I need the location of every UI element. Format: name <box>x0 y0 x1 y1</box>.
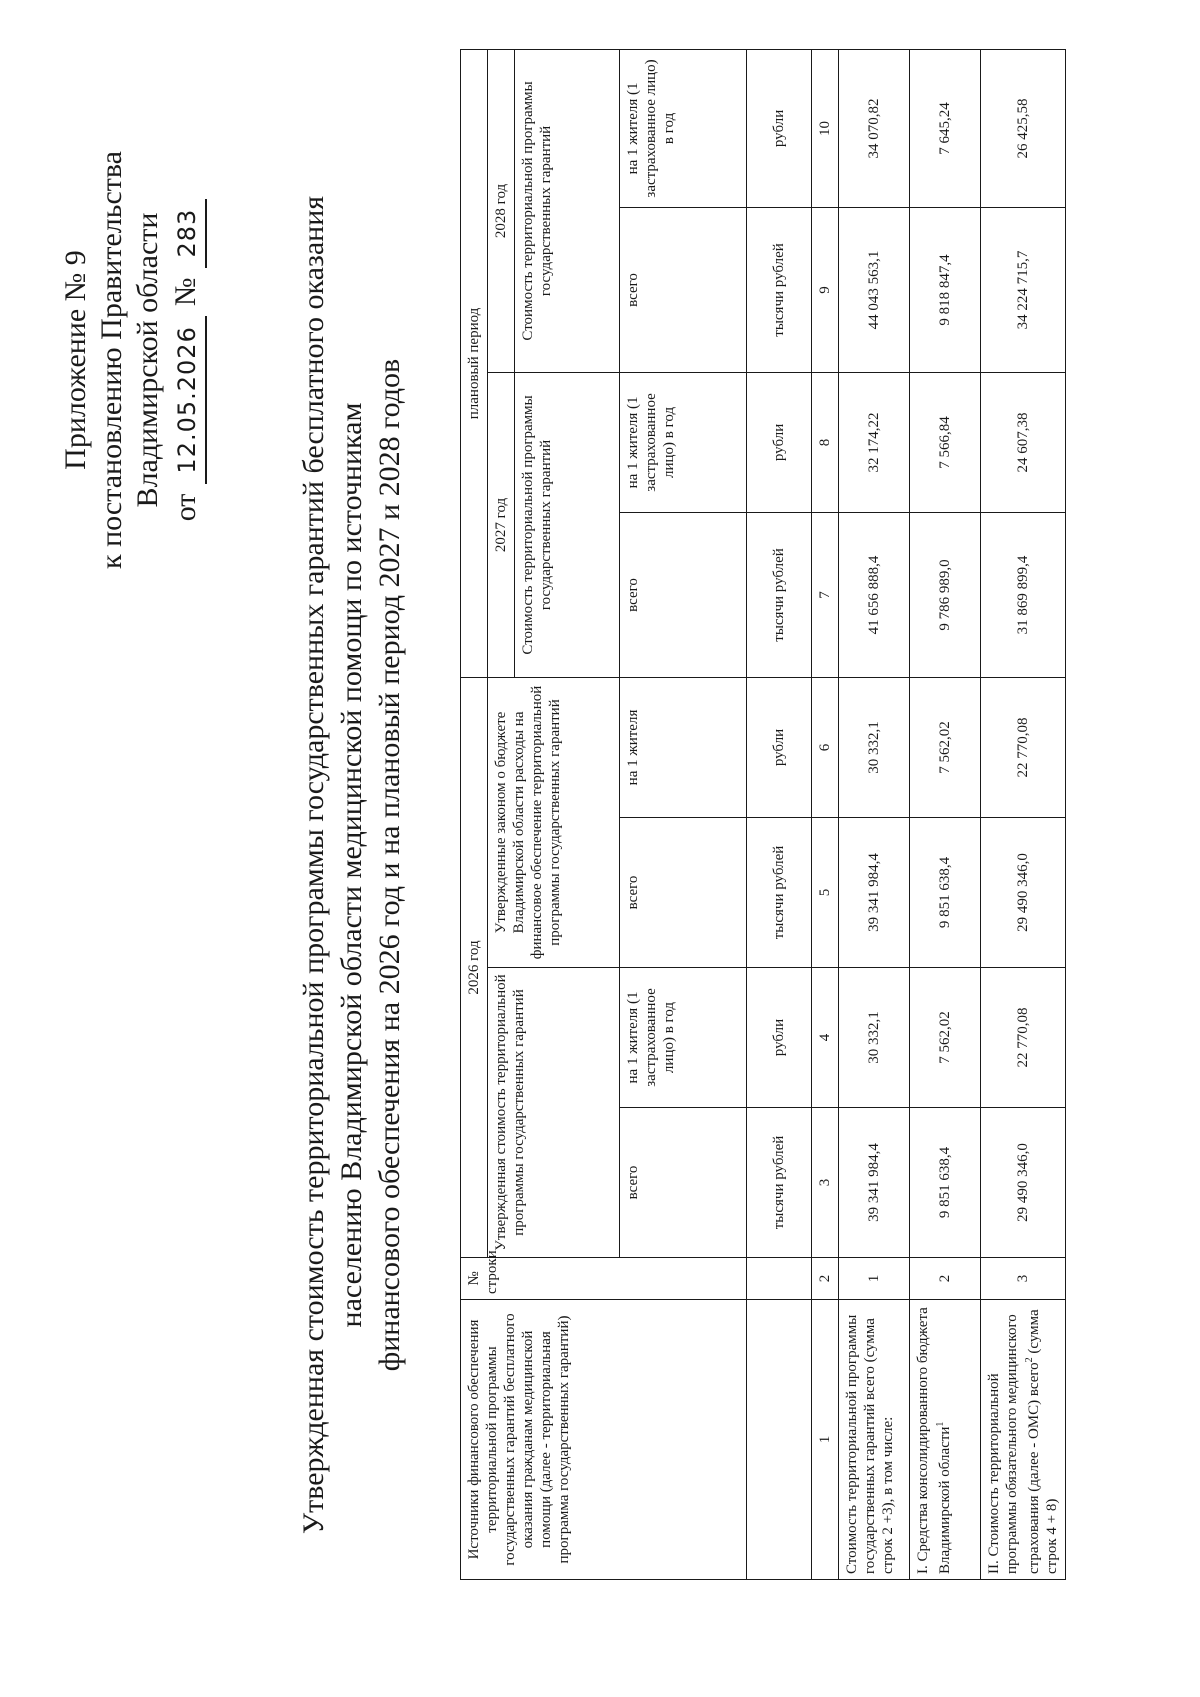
header-row-1 <box>461 49 488 1579</box>
header-2027: 2027 год <box>488 372 515 677</box>
row-label: II. Стоимость территориальной программы обязательного медицинского страхования (далее - ОМС) всего$^2$ (сумма строк 4 + 8) <box>981 1300 1066 1580</box>
cell-v9: 9 818 847,4 <box>910 207 981 372</box>
header-total-3: всего <box>620 1108 747 1258</box>
col-num: 10 <box>812 49 839 207</box>
header-approved-law: Утвержденные законом о бюджете Владимирской области расходы на финансовое обеспечение территориальной программы государственных гарантий <box>488 677 620 967</box>
row-line-no: 2 <box>910 1258 981 1300</box>
units-row <box>747 49 812 1579</box>
number-label: № <box>169 277 202 307</box>
col-num: 8 <box>812 372 839 512</box>
footnote-mark: 1 <box>935 1421 946 1427</box>
header-cost-2028: Стоимость территориальной программы государственных гарантий <box>515 49 620 372</box>
cell-v8: 32 174,22 <box>839 372 910 512</box>
footnote-mark: 2 <box>1024 1357 1035 1363</box>
unit-col-4: рубли <box>747 968 812 1108</box>
header-planned: плановый период <box>461 49 488 677</box>
col-num: 5 <box>812 818 839 968</box>
header-per-insured-10: на 1 жителя (1 застрахованное лицо) в год <box>620 49 747 207</box>
col-num: 2 <box>812 1258 839 1300</box>
cell-v7: 31 869 899,4 <box>981 512 1066 677</box>
date-number-line <box>168 130 207 590</box>
header-2028: 2028 год <box>488 49 515 372</box>
cell-v5: 39 341 984,4 <box>839 818 910 968</box>
row-label: I. Средства консолидированного бюджета Владимирской области$^1$ <box>910 1300 981 1580</box>
cell-v10: 7 645,24 <box>910 49 981 207</box>
unit-col-9: тысячи рублей <box>747 207 812 372</box>
resolution-ref: к постановлению Правительства <box>95 151 128 569</box>
cell-v4: 7 562,02 <box>910 968 981 1108</box>
cell-v6: 7 562,02 <box>910 677 981 817</box>
unit-empty-2 <box>747 1258 812 1300</box>
appendix-number: Приложение № 9 <box>59 250 92 470</box>
col-num: 9 <box>812 207 839 372</box>
unit-col-3: тысячи рублей <box>747 1108 812 1258</box>
rotated-page <box>50 40 1130 1640</box>
title-line-1: Утвержденная стоимость территориальной программы государственных гарантий бесплатного оказания <box>297 195 330 1535</box>
unit-col-7: тысячи рублей <box>747 512 812 677</box>
header-2026: 2026 год <box>461 677 488 1257</box>
region-name: Владимирской области <box>131 212 164 508</box>
column-numbers-row <box>812 49 839 1579</box>
col-num: 7 <box>812 512 839 677</box>
header-approved-cost: Утвержденная стоимость территориальной программы государственных гарантий <box>488 968 620 1258</box>
title-line-2: населению Владимирской области медицинской помощи по источникам <box>335 402 368 1328</box>
table-row <box>910 49 981 1579</box>
header-per-insured-4: на 1 жителя (1 застрахованное лицо) в год <box>620 968 747 1108</box>
row-label: Стоимость территориальной программы государственных гарантий всего (сумма строк 2 +3), в том числе: <box>839 1300 910 1580</box>
header-per-resident-6: на 1 жителя <box>620 677 747 817</box>
cell-v6: 30 332,1 <box>839 677 910 817</box>
header-cost-2027: Стоимость территориальной программы государственных гарантий <box>515 372 620 677</box>
approval-block <box>58 130 207 590</box>
cell-v3: 29 490 346,0 <box>981 1108 1066 1258</box>
cell-v6: 22 770,08 <box>981 677 1066 817</box>
resolution-date: 12.05.2026 <box>169 316 207 483</box>
cell-v4: 30 332,1 <box>839 968 910 1108</box>
header-row-no: № строки <box>461 1258 747 1300</box>
cell-v7: 41 656 888,4 <box>839 512 910 677</box>
row-line-no: 1 <box>839 1258 910 1300</box>
cell-v7: 9 786 989,0 <box>910 512 981 677</box>
cell-v3: 39 341 984,4 <box>839 1108 910 1258</box>
cell-v9: 34 224 715,7 <box>981 207 1066 372</box>
cell-v5: 9 851 638,4 <box>910 818 981 968</box>
unit-col-8: рубли <box>747 372 812 512</box>
unit-col-6: рубли <box>747 677 812 817</box>
cell-v3: 9 851 638,4 <box>910 1108 981 1258</box>
cell-v10: 34 070,82 <box>839 49 910 207</box>
financing-table <box>460 49 1066 1580</box>
resolution-number: 283 <box>169 199 207 268</box>
cell-v10: 26 425,58 <box>981 49 1066 207</box>
row-line-no: 3 <box>981 1258 1066 1300</box>
unit-empty <box>747 1300 812 1580</box>
header-source: Источники финансового обеспечения территориальной программы государственных гарантий бесплатного оказания гражданам медицинской помощи (далее - территориальная программа государственных гарантий) <box>461 1300 747 1580</box>
from-label: от <box>169 493 202 522</box>
table-row <box>839 49 910 1579</box>
document-title <box>295 150 409 1580</box>
cell-v4: 22 770,08 <box>981 968 1066 1108</box>
unit-col-10: рубли <box>747 49 812 207</box>
cell-v9: 44 043 563,1 <box>839 207 910 372</box>
col-num: 6 <box>812 677 839 817</box>
header-total-7: всего <box>620 512 747 677</box>
table-row <box>981 49 1066 1579</box>
title-line-3: финансового обеспечения на 2026 год и на плановый период 2027 и 2028 годов <box>373 358 406 1372</box>
header-total-9: всего <box>620 207 747 372</box>
col-num: 3 <box>812 1108 839 1258</box>
header-total-5: всего <box>620 818 747 968</box>
header-per-insured-8: на 1 жителя (1 застрахованное лицо) в год <box>620 372 747 512</box>
cell-v5: 29 490 346,0 <box>981 818 1066 968</box>
col-num: 1 <box>812 1300 839 1580</box>
col-num: 4 <box>812 968 839 1108</box>
unit-col-5: тысячи рублей <box>747 818 812 968</box>
cell-v8: 24 607,38 <box>981 372 1066 512</box>
cell-v8: 7 566,84 <box>910 372 981 512</box>
